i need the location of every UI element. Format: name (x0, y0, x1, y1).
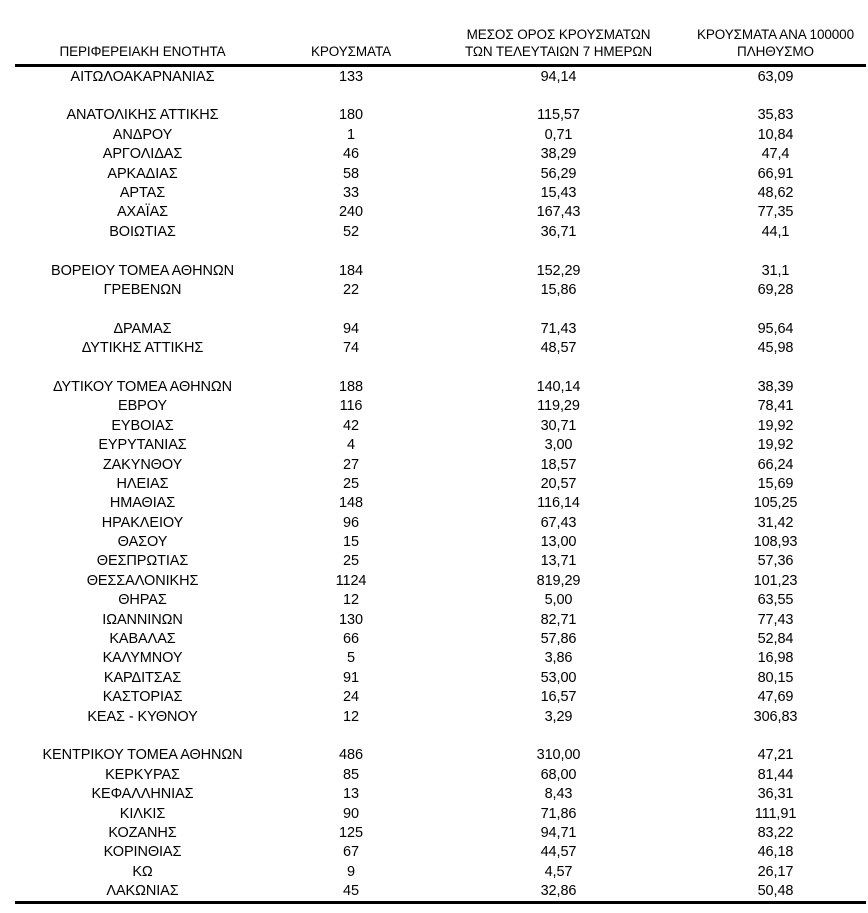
spacer-cell (685, 300, 866, 319)
col-header-cases (270, 26, 432, 66)
region-cell: ΚΟΡΙΝΘΙΑΣ (103, 844, 182, 861)
per100k-cell: 66,91 (757, 165, 794, 182)
avg7-cell: 4,57 (544, 863, 573, 880)
region-cell: ΚΟΖΑΝΗΣ (108, 824, 177, 841)
avg7-cell: 32,86 (540, 883, 577, 900)
avg7-cell: 140,14 (536, 378, 581, 395)
avg7-cell: 48,57 (540, 340, 577, 357)
per100k-cell: 10,84 (757, 126, 794, 143)
table-row (15, 746, 866, 765)
per100k-cell: 78,41 (757, 398, 794, 415)
spacer-cell (685, 726, 866, 745)
cases-cell: 27 (343, 456, 359, 473)
cases-cell: 116 (339, 398, 363, 415)
table-row (15, 377, 866, 396)
per100k-cell: 80,15 (757, 669, 794, 686)
spacer-cell (432, 86, 685, 105)
region-cell: ΛΑΚΩΝΙΑΣ (106, 883, 179, 900)
spacer-cell (270, 358, 432, 377)
region-cell: ΖΑΚΥΝΘΟΥ (102, 456, 183, 473)
spacer-cell (685, 358, 866, 377)
region-cell: ΘΑΣΟΥ (117, 534, 168, 551)
spacer-cell (270, 242, 432, 261)
avg7-cell: 16,57 (540, 689, 577, 706)
table-row (15, 881, 866, 902)
table-row (15, 532, 866, 551)
per100k-cell: 15,69 (757, 475, 794, 492)
avg7-cell: 3,29 (544, 708, 573, 725)
cases-cell: 42 (343, 417, 359, 434)
per100k-cell: 63,55 (757, 592, 794, 609)
per100k-cell: 101,23 (753, 572, 798, 589)
col-header-per100k-line1: ΚΡΟΥΣΜΑΤΑ ΑΝΑ 100000 (697, 27, 854, 42)
cases-cell: 184 (339, 262, 363, 279)
table-row (15, 571, 866, 590)
avg7-cell: 3,86 (544, 650, 573, 667)
avg7-cell: 94,71 (540, 824, 577, 841)
region-cell: ΔΥΤΙΚΟΥ ΤΟΜΕΑ ΑΘΗΝΩΝ (52, 378, 232, 395)
table-row (15, 435, 866, 454)
region-cell: ΕΥΒΟΙΑΣ (111, 417, 174, 434)
spacer-cell (432, 300, 685, 319)
per100k-cell: 35,83 (757, 107, 794, 124)
avg7-cell: 20,57 (540, 475, 577, 492)
per100k-cell: 83,22 (757, 824, 794, 841)
cases-cell: 45 (343, 883, 359, 900)
regional-cases-table (15, 26, 866, 904)
avg7-cell: 13,00 (540, 534, 577, 551)
cases-cell: 486 (339, 747, 363, 764)
table-row (15, 513, 866, 532)
per100k-cell: 19,92 (757, 437, 794, 454)
cases-cell: 58 (343, 165, 359, 182)
cases-cell: 240 (339, 204, 363, 221)
cases-cell: 96 (343, 514, 359, 531)
avg7-cell: 38,29 (540, 146, 577, 163)
cases-cell: 22 (343, 281, 359, 298)
avg7-cell: 13,71 (540, 553, 577, 570)
table-row (15, 145, 866, 164)
region-cell: ΘΕΣΠΡΩΤΙΑΣ (96, 553, 189, 570)
per100k-cell: 47,69 (757, 689, 794, 706)
per100k-cell: 50,48 (757, 883, 794, 900)
region-cell: ΚΕΦΑΛΛΗΝΙΑΣ (91, 786, 194, 803)
per100k-cell: 69,28 (757, 281, 794, 298)
per100k-cell: 108,93 (753, 534, 798, 551)
region-cell: ΑΡΤΑΣ (119, 185, 166, 202)
table-row (15, 591, 866, 610)
cases-cell: 33 (343, 185, 359, 202)
region-cell: ΚΑΛΥΜΝΟΥ (102, 650, 183, 667)
cases-cell: 1 (347, 126, 355, 143)
spacer-cell (270, 300, 432, 319)
avg7-cell: 68,00 (540, 766, 577, 783)
table-row (15, 843, 866, 862)
spacer-row (15, 726, 866, 745)
spacer-cell (15, 300, 270, 319)
per100k-cell: 105,25 (753, 495, 798, 512)
avg7-cell: 53,00 (540, 669, 577, 686)
region-cell: ΑΡΓΟΛΙΔΑΣ (102, 146, 183, 163)
per100k-cell: 66,24 (757, 456, 794, 473)
cases-cell: 5 (347, 650, 355, 667)
per100k-cell: 16,98 (757, 650, 794, 667)
table-row (15, 784, 866, 803)
region-cell: ΚΕΑΣ - ΚΥΘΝΟΥ (87, 708, 198, 725)
region-cell: ΘΕΣΣΑΛΟΝΙΚΗΣ (86, 572, 199, 589)
cases-cell: 13 (343, 786, 359, 803)
col-header-avg7-line2: ΤΩΝ ΤΕΛΕΥΤΑΙΩΝ 7 ΗΜΕΡΩΝ (464, 44, 653, 59)
spacer-cell (270, 726, 432, 745)
avg7-cell: 116,14 (537, 495, 580, 512)
avg7-cell: 119,29 (537, 398, 580, 415)
cases-cell: 133 (339, 68, 363, 85)
per100k-cell: 46,18 (757, 844, 794, 861)
table-row (15, 66, 866, 87)
region-cell: ΒΟΡΕΙΟΥ ΤΟΜΕΑ ΑΘΗΝΩΝ (51, 262, 234, 279)
avg7-cell: 8,43 (544, 786, 573, 803)
table-header (15, 26, 866, 66)
spacer-row (15, 358, 866, 377)
table-row (15, 494, 866, 513)
cases-cell: 67 (343, 844, 359, 861)
avg7-cell: 30,71 (540, 417, 577, 434)
avg7-cell: 71,43 (540, 320, 577, 337)
per100k-cell: 95,64 (757, 320, 794, 337)
table-row (15, 222, 866, 241)
region-cell: ΚΙΛΚΙΣ (119, 805, 166, 822)
region-cell: ΚΑΣΤΟΡΙΑΣ (102, 689, 183, 706)
cases-cell: 130 (339, 611, 363, 628)
cases-cell: 24 (343, 689, 359, 706)
per100k-cell: 111,91 (754, 805, 797, 822)
avg7-cell: 152,29 (536, 262, 581, 279)
table-body (15, 66, 866, 903)
avg7-cell: 18,57 (540, 456, 577, 473)
avg7-cell: 44,57 (540, 844, 577, 861)
spacer-cell (685, 242, 866, 261)
table-row (15, 707, 866, 726)
table-row (15, 203, 866, 222)
col-header-region-line1: ΠΕΡΙΦΕΡΕΙΑΚΗ ΕΝΟΤΗΤΑ (59, 44, 226, 59)
avg7-cell: 82,71 (540, 611, 577, 628)
avg7-cell: 57,86 (540, 631, 577, 648)
table-row (15, 319, 866, 338)
region-cell: ΗΜΑΘΙΑΣ (109, 495, 176, 512)
spacer-cell (432, 358, 685, 377)
per100k-cell: 47,21 (757, 747, 794, 764)
per100k-cell: 44,1 (761, 223, 790, 240)
per100k-cell: 57,36 (757, 553, 794, 570)
avg7-cell: 36,71 (540, 223, 577, 240)
avg7-cell: 310,00 (536, 747, 581, 764)
spacer-cell (432, 242, 685, 261)
avg7-cell: 3,00 (544, 437, 573, 454)
region-cell: ΚΕΡΚΥΡΑΣ (105, 766, 180, 783)
table-row (15, 106, 866, 125)
table-row (15, 397, 866, 416)
region-cell: ΑΡΚΑΔΙΑΣ (107, 165, 178, 182)
region-cell: ΑΝΔΡΟΥ (112, 126, 173, 143)
region-cell: ΒΟΙΩΤΙΑΣ (109, 223, 176, 240)
avg7-cell: 56,29 (540, 165, 577, 182)
col-header-avg7 (432, 26, 685, 66)
avg7-cell: 819,29 (536, 572, 581, 589)
avg7-cell: 5,00 (544, 592, 573, 609)
table-row (15, 552, 866, 571)
region-cell: ΚΑΒΑΛΑΣ (109, 631, 176, 648)
spacer-row (15, 242, 866, 261)
region-cell: ΙΩΑΝΝΙΝΩΝ (102, 611, 183, 628)
per100k-cell: 47,4 (761, 146, 790, 163)
avg7-cell: 15,43 (540, 185, 577, 202)
per100k-cell: 31,42 (757, 514, 794, 531)
table-row (15, 125, 866, 144)
cases-cell: 90 (343, 805, 359, 822)
spacer-cell (15, 242, 270, 261)
cases-cell: 125 (339, 824, 363, 841)
region-cell: ΗΛΕΙΑΣ (116, 475, 169, 492)
table-row (15, 765, 866, 784)
region-cell: ΕΒΡΟΥ (118, 398, 167, 415)
region-cell: ΘΗΡΑΣ (118, 592, 167, 609)
cases-cell: 188 (339, 378, 363, 395)
spacer-cell (15, 726, 270, 745)
spacer-cell (432, 726, 685, 745)
spacer-row (15, 86, 866, 105)
avg7-cell: 167,43 (536, 204, 581, 221)
col-header-per100k (685, 26, 866, 66)
spacer-cell (15, 358, 270, 377)
table-row (15, 474, 866, 493)
table-row (15, 610, 866, 629)
region-cell: ΔΥΤΙΚΗΣ ΑΤΤΙΚΗΣ (81, 340, 204, 357)
cases-cell: 91 (343, 669, 359, 686)
region-cell: ΑΝΑΤΟΛΙΚΗΣ ΑΤΤΙΚΗΣ (66, 107, 219, 124)
table-row (15, 416, 866, 435)
per100k-cell: 306,83 (753, 708, 798, 725)
cases-cell: 9 (347, 863, 355, 880)
cases-cell: 180 (339, 107, 363, 124)
region-cell: ΔΡΑΜΑΣ (113, 320, 172, 337)
region-cell: ΑΧΑΪΑΣ (116, 204, 169, 221)
cases-cell: 74 (343, 340, 359, 357)
region-cell: ΓΡΕΒΕΝΩΝ (103, 281, 182, 298)
avg7-cell: 0,71 (544, 126, 573, 143)
table-row (15, 629, 866, 648)
col-header-region (15, 26, 270, 66)
cases-cell: 25 (343, 475, 359, 492)
cases-cell: 148 (339, 495, 363, 512)
table-row (15, 338, 866, 357)
table-row (15, 804, 866, 823)
col-header-cases-line1: ΚΡΟΥΣΜΑΤΑ (310, 44, 392, 59)
cases-cell: 1124 (335, 572, 367, 589)
per100k-cell: 19,92 (757, 417, 794, 434)
spacer-cell (270, 86, 432, 105)
per100k-cell: 45,98 (757, 340, 794, 357)
spacer-cell (15, 86, 270, 105)
per100k-cell: 31,1 (761, 262, 790, 279)
cases-cell: 94 (343, 320, 359, 337)
table-row (15, 688, 866, 707)
avg7-cell: 71,86 (540, 805, 577, 822)
spacer-cell (685, 86, 866, 105)
cases-cell: 12 (343, 708, 359, 725)
table-row (15, 183, 866, 202)
per100k-cell: 52,84 (757, 631, 794, 648)
col-header-avg7-line1: ΜΕΣΟΣ ΟΡΟΣ ΚΡΟΥΣΜΑΤΩΝ (466, 27, 651, 42)
region-cell: ΚΕΝΤΡΙΚΟΥ ΤΟΜΕΑ ΑΘΗΝΩΝ (42, 747, 243, 764)
region-cell: ΚΑΡΔΙΤΣΑΣ (103, 669, 182, 686)
table-row (15, 649, 866, 668)
cases-cell: 85 (343, 766, 359, 783)
table-row (15, 280, 866, 299)
avg7-cell: 15,86 (540, 281, 577, 298)
region-cell: ΗΡΑΚΛΕΙΟΥ (101, 514, 184, 531)
avg7-cell: 67,43 (540, 514, 577, 531)
table-row (15, 823, 866, 842)
cases-cell: 25 (343, 553, 359, 570)
avg7-cell: 94,14 (540, 68, 577, 85)
per100k-cell: 26,17 (757, 863, 794, 880)
cases-cell: 4 (347, 437, 355, 454)
table-row (15, 261, 866, 280)
cases-cell: 46 (343, 146, 359, 163)
header-row (15, 26, 866, 66)
table-row (15, 455, 866, 474)
col-header-per100k-line2: ΠΛΗΘΥΣΜΟ (737, 44, 814, 59)
cases-cell: 12 (343, 592, 359, 609)
avg7-cell: 115,57 (537, 107, 580, 124)
region-cell: ΕΥΡΥΤΑΝΙΑΣ (98, 437, 187, 454)
per100k-cell: 81,44 (757, 766, 794, 783)
region-cell: ΑΙΤΩΛΟΑΚΑΡΝΑΝΙΑΣ (70, 68, 215, 85)
spacer-row (15, 300, 866, 319)
cases-cell: 52 (343, 223, 359, 240)
per100k-cell: 77,43 (757, 611, 794, 628)
per100k-cell: 36,31 (757, 786, 794, 803)
table-row (15, 862, 866, 881)
table-row (15, 668, 866, 687)
per100k-cell: 77,35 (757, 204, 794, 221)
per100k-cell: 48,62 (757, 185, 794, 202)
table-row (15, 164, 866, 183)
per100k-cell: 63,09 (757, 68, 794, 85)
per100k-cell: 38,39 (757, 378, 794, 395)
cases-cell: 66 (343, 631, 359, 648)
region-cell: ΚΩ (132, 863, 153, 880)
cases-cell: 15 (343, 534, 359, 551)
